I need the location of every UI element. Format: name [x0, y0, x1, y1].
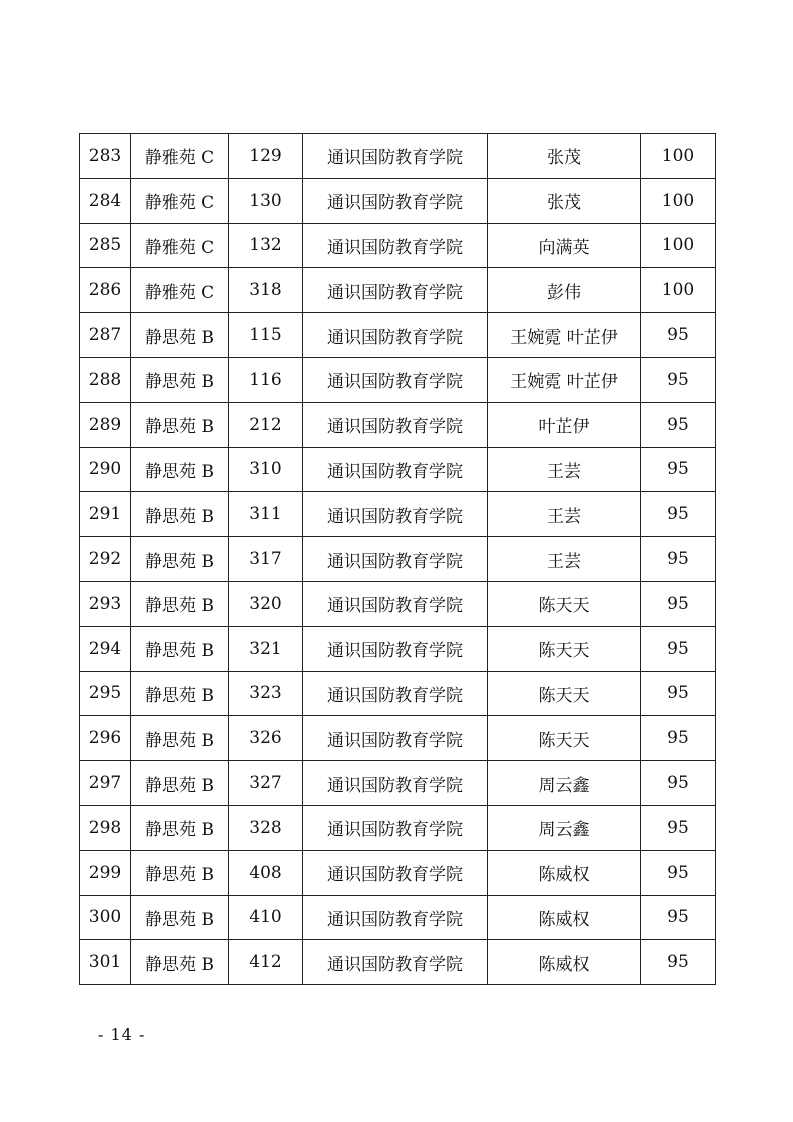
table-row — [80, 268, 716, 313]
cell-number: 290 — [80, 447, 131, 492]
dorm-score-table-container — [79, 133, 716, 985]
cell-inspector: 王芸 — [488, 447, 641, 492]
cell-score: 95 — [641, 537, 716, 582]
cell-score: 95 — [641, 671, 716, 716]
cell-inspector: 陈天天 — [488, 716, 641, 761]
cell-college: 通识国防教育学院 — [303, 537, 488, 582]
cell-score: 100 — [641, 134, 716, 179]
table-row — [80, 357, 716, 402]
cell-score: 95 — [641, 850, 716, 895]
table-row — [80, 850, 716, 895]
cell-room: 320 — [229, 581, 303, 626]
cell-building: 静雅苑 C — [131, 134, 229, 179]
cell-college: 通识国防教育学院 — [303, 850, 488, 895]
cell-number: 287 — [80, 313, 131, 358]
table-row — [80, 716, 716, 761]
cell-building: 静思苑 B — [131, 626, 229, 671]
cell-college: 通识国防教育学院 — [303, 223, 488, 268]
cell-number: 292 — [80, 537, 131, 582]
cell-room: 132 — [229, 223, 303, 268]
cell-room: 326 — [229, 716, 303, 761]
cell-score: 95 — [641, 447, 716, 492]
cell-building: 静思苑 B — [131, 671, 229, 716]
cell-college: 通识国防教育学院 — [303, 716, 488, 761]
cell-college: 通识国防教育学院 — [303, 895, 488, 940]
cell-inspector: 陈威权 — [488, 850, 641, 895]
cell-college: 通识国防教育学院 — [303, 761, 488, 806]
cell-inspector: 陈天天 — [488, 626, 641, 671]
table-body — [80, 134, 716, 985]
table-row — [80, 761, 716, 806]
cell-number: 299 — [80, 850, 131, 895]
cell-college: 通识国防教育学院 — [303, 134, 488, 179]
cell-room: 323 — [229, 671, 303, 716]
cell-room: 311 — [229, 492, 303, 537]
cell-inspector: 周云鑫 — [488, 805, 641, 850]
table-row — [80, 895, 716, 940]
cell-score: 95 — [641, 581, 716, 626]
cell-college: 通识国防教育学院 — [303, 357, 488, 402]
cell-inspector: 王芸 — [488, 537, 641, 582]
cell-college: 通识国防教育学院 — [303, 268, 488, 313]
cell-number: 294 — [80, 626, 131, 671]
cell-room: 410 — [229, 895, 303, 940]
cell-number: 286 — [80, 268, 131, 313]
cell-score: 95 — [641, 805, 716, 850]
cell-room: 212 — [229, 402, 303, 447]
cell-room: 327 — [229, 761, 303, 806]
cell-building: 静思苑 B — [131, 447, 229, 492]
cell-score: 95 — [641, 402, 716, 447]
cell-college: 通识国防教育学院 — [303, 581, 488, 626]
cell-score: 95 — [641, 492, 716, 537]
cell-number: 285 — [80, 223, 131, 268]
cell-room: 317 — [229, 537, 303, 582]
cell-college: 通识国防教育学院 — [303, 447, 488, 492]
cell-number: 283 — [80, 134, 131, 179]
cell-inspector: 张茂 — [488, 134, 641, 179]
cell-number: 293 — [80, 581, 131, 626]
cell-building: 静思苑 B — [131, 716, 229, 761]
cell-building: 静思苑 B — [131, 402, 229, 447]
cell-room: 321 — [229, 626, 303, 671]
table-row — [80, 626, 716, 671]
cell-room: 318 — [229, 268, 303, 313]
cell-number: 295 — [80, 671, 131, 716]
table-row — [80, 492, 716, 537]
cell-inspector: 叶芷伊 — [488, 402, 641, 447]
cell-building: 静思苑 B — [131, 537, 229, 582]
cell-score: 100 — [641, 268, 716, 313]
cell-inspector: 张茂 — [488, 178, 641, 223]
cell-score: 95 — [641, 626, 716, 671]
table-row — [80, 313, 716, 358]
cell-inspector: 陈天天 — [488, 671, 641, 716]
cell-inspector: 彭伟 — [488, 268, 641, 313]
cell-number: 300 — [80, 895, 131, 940]
cell-room: 310 — [229, 447, 303, 492]
cell-number: 291 — [80, 492, 131, 537]
table-row — [80, 447, 716, 492]
cell-building: 静思苑 B — [131, 805, 229, 850]
cell-room: 116 — [229, 357, 303, 402]
cell-score: 95 — [641, 716, 716, 761]
table-row — [80, 402, 716, 447]
cell-room: 130 — [229, 178, 303, 223]
cell-building: 静雅苑 C — [131, 223, 229, 268]
cell-college: 通识国防教育学院 — [303, 940, 488, 985]
cell-inspector: 周云鑫 — [488, 761, 641, 806]
cell-college: 通识国防教育学院 — [303, 402, 488, 447]
cell-room: 328 — [229, 805, 303, 850]
cell-number: 289 — [80, 402, 131, 447]
cell-room: 412 — [229, 940, 303, 985]
cell-number: 296 — [80, 716, 131, 761]
table-row — [80, 581, 716, 626]
dorm-score-table — [79, 133, 716, 985]
cell-building: 静思苑 B — [131, 581, 229, 626]
cell-building: 静思苑 B — [131, 761, 229, 806]
cell-score: 95 — [641, 761, 716, 806]
cell-inspector: 王芸 — [488, 492, 641, 537]
cell-number: 301 — [80, 940, 131, 985]
table-row — [80, 940, 716, 985]
cell-score: 95 — [641, 357, 716, 402]
table-row — [80, 134, 716, 179]
cell-building: 静思苑 B — [131, 940, 229, 985]
table-row — [80, 671, 716, 716]
cell-building: 静雅苑 C — [131, 178, 229, 223]
cell-building: 静雅苑 C — [131, 268, 229, 313]
cell-college: 通识国防教育学院 — [303, 492, 488, 537]
page-number: - 14 - — [98, 1025, 146, 1044]
cell-college: 通识国防教育学院 — [303, 313, 488, 358]
cell-inspector: 向满英 — [488, 223, 641, 268]
cell-score: 100 — [641, 178, 716, 223]
cell-number: 298 — [80, 805, 131, 850]
cell-number: 297 — [80, 761, 131, 806]
cell-score: 95 — [641, 313, 716, 358]
cell-college: 通识国防教育学院 — [303, 671, 488, 716]
cell-score: 100 — [641, 223, 716, 268]
cell-building: 静思苑 B — [131, 850, 229, 895]
cell-college: 通识国防教育学院 — [303, 178, 488, 223]
cell-college: 通识国防教育学院 — [303, 626, 488, 671]
cell-building: 静思苑 B — [131, 895, 229, 940]
cell-score: 95 — [641, 895, 716, 940]
cell-inspector: 陈威权 — [488, 895, 641, 940]
cell-inspector: 王婉霓 叶芷伊 — [488, 313, 641, 358]
table-row — [80, 178, 716, 223]
cell-inspector: 陈天天 — [488, 581, 641, 626]
cell-room: 115 — [229, 313, 303, 358]
cell-building: 静思苑 B — [131, 357, 229, 402]
table-row — [80, 537, 716, 582]
cell-inspector: 陈威权 — [488, 940, 641, 985]
cell-room: 129 — [229, 134, 303, 179]
cell-room: 408 — [229, 850, 303, 895]
cell-number: 284 — [80, 178, 131, 223]
table-row — [80, 805, 716, 850]
cell-inspector: 王婉霓 叶芷伊 — [488, 357, 641, 402]
cell-number: 288 — [80, 357, 131, 402]
cell-building: 静思苑 B — [131, 492, 229, 537]
cell-score: 95 — [641, 940, 716, 985]
table-row — [80, 223, 716, 268]
cell-building: 静思苑 B — [131, 313, 229, 358]
cell-college: 通识国防教育学院 — [303, 805, 488, 850]
